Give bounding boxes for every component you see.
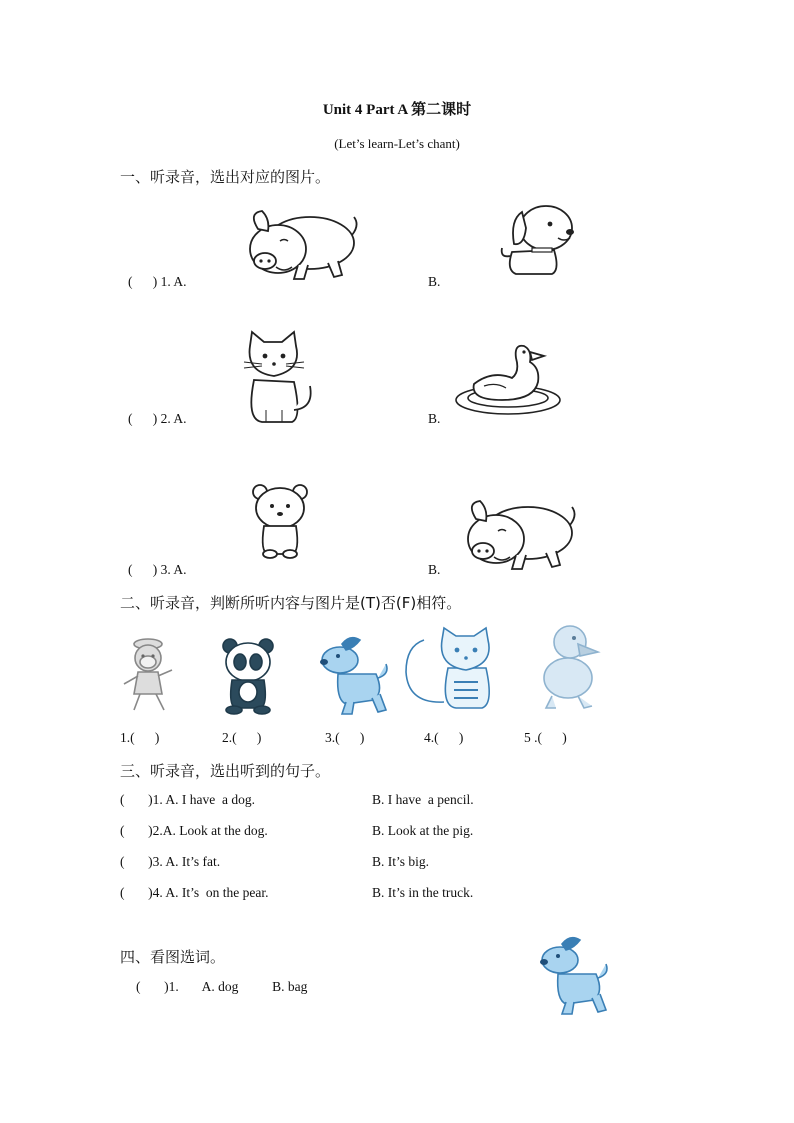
s3-q2-b: B. Look at the pig. — [372, 823, 474, 838]
section-4-heading: 四、看图选词。 — [120, 948, 226, 966]
s2-item-1-label: 1.( ) — [120, 730, 160, 745]
monkey-icon — [118, 636, 180, 714]
pig-icon — [456, 495, 578, 575]
s2-item-2-label: 2.( ) — [222, 730, 262, 745]
panda-icon — [218, 636, 278, 716]
dog-icon — [492, 200, 582, 280]
section-1-heading: 一、听录音，选出对应的图片。 — [120, 168, 331, 186]
s3-q4-a: ( )4. A. It’s on the pear. — [120, 885, 269, 900]
duck-icon — [452, 342, 564, 422]
q2-stem: ( ) 2. A. — [128, 411, 187, 426]
s2-item-3-label: 3.( ) — [325, 730, 365, 745]
s3-q1-a: ( )1. A. I have a dog. — [120, 792, 255, 807]
q2-b-label: B. — [428, 411, 441, 426]
q3-b-label: B. — [428, 562, 441, 577]
q1-b-label: B. — [428, 274, 441, 289]
s2-item-5-label: 5 .( ) — [524, 730, 567, 745]
section-2-heading: 二、听录音，判断所听内容与图片是(T)否(F)相符。 — [120, 594, 462, 612]
duck-icon — [534, 622, 614, 714]
page-title: Unit 4 Part A 第二课时 — [322, 102, 472, 118]
cat-icon — [238, 330, 316, 426]
s3-q2-a: ( )2.A. Look at the dog. — [120, 823, 268, 838]
q1-stem: ( ) 1. A. — [128, 274, 187, 289]
q3-stem: ( ) 3. A. — [128, 562, 187, 577]
dog-icon — [536, 934, 612, 1016]
s2-item-4-label: 4.( ) — [424, 730, 464, 745]
s3-q4-b: B. It’s in the truck. — [372, 885, 474, 900]
dog-icon — [316, 634, 392, 716]
s4-q1: ( )1. A. dog B. bag — [136, 979, 308, 994]
cat-icon — [404, 626, 504, 710]
section-3-heading: 三、听录音，选出听到的句子。 — [120, 762, 331, 780]
page-subtitle: (Let’s learn-Let’s chant) — [334, 136, 460, 151]
pig-icon — [238, 205, 360, 285]
s3-q3-b: B. It’s big. — [372, 854, 430, 869]
s3-q1-b: B. I have a pencil. — [372, 792, 474, 807]
s3-q3-a: ( )3. A. It’s fat. — [120, 854, 221, 869]
bear-icon — [248, 482, 312, 560]
